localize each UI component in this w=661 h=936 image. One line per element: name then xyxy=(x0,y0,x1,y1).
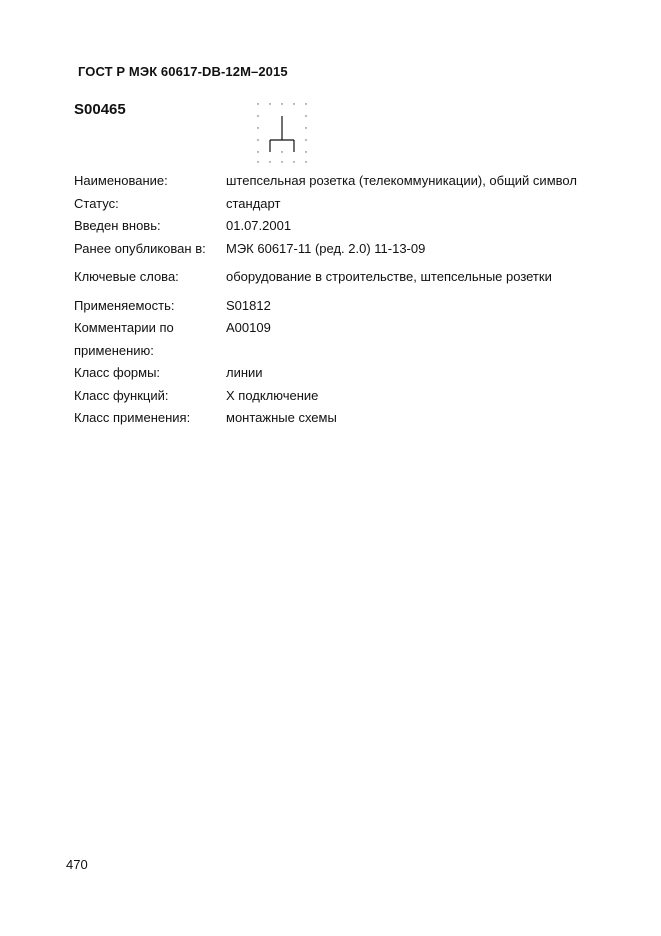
property-value: 01.07.2001 xyxy=(226,218,292,233)
property-label: Комментарии по применению: xyxy=(74,320,174,358)
property-label: Ключевые слова: xyxy=(74,269,179,284)
property-value: A00109 xyxy=(226,320,271,335)
property-row-status xyxy=(74,193,594,216)
property-row-introduced xyxy=(74,215,594,238)
property-value: МЭК 60617-11 (ред. 2.0) 11-13-09 xyxy=(226,240,426,256)
property-value: линии xyxy=(226,365,263,380)
property-label: Класс функций: xyxy=(74,387,169,403)
property-row-previously-published xyxy=(74,238,594,261)
document-header: ГОСТ Р МЭК 60617-DB-12M–2015 xyxy=(78,64,288,79)
property-value: оборудование в строительстве, штепсельные розетки xyxy=(226,269,552,284)
properties-table xyxy=(74,170,594,430)
symbol-id: S00465 xyxy=(74,101,126,118)
property-label: Применяемость: xyxy=(74,297,175,313)
property-value: S01812 xyxy=(226,297,271,313)
property-label: Класс формы: xyxy=(74,365,161,380)
property-label: Введен вновь: xyxy=(74,218,161,233)
socket-symbol-icon xyxy=(254,100,314,166)
property-label: Ранее опубликован в: xyxy=(74,240,206,256)
property-value: стандарт xyxy=(226,195,281,211)
property-row-name xyxy=(74,170,594,193)
page-number: 470 xyxy=(66,857,88,872)
property-row-function-class xyxy=(74,385,594,408)
property-value: монтажные схемы xyxy=(226,410,337,425)
property-value: штепсельная розетка (телекоммуникации), общий символ xyxy=(226,173,577,188)
socket-lines xyxy=(270,116,294,152)
property-row-keywords xyxy=(74,266,594,289)
property-value: X подключение xyxy=(226,387,319,403)
property-row-shape-class xyxy=(74,362,594,385)
property-row-application-class xyxy=(74,407,594,430)
property-label: Класс применения: xyxy=(74,410,191,425)
property-label: Статус: xyxy=(74,195,119,211)
property-row-application-notes xyxy=(74,317,594,362)
property-row-applicability xyxy=(74,295,594,318)
property-label: Наименование: xyxy=(74,173,168,188)
